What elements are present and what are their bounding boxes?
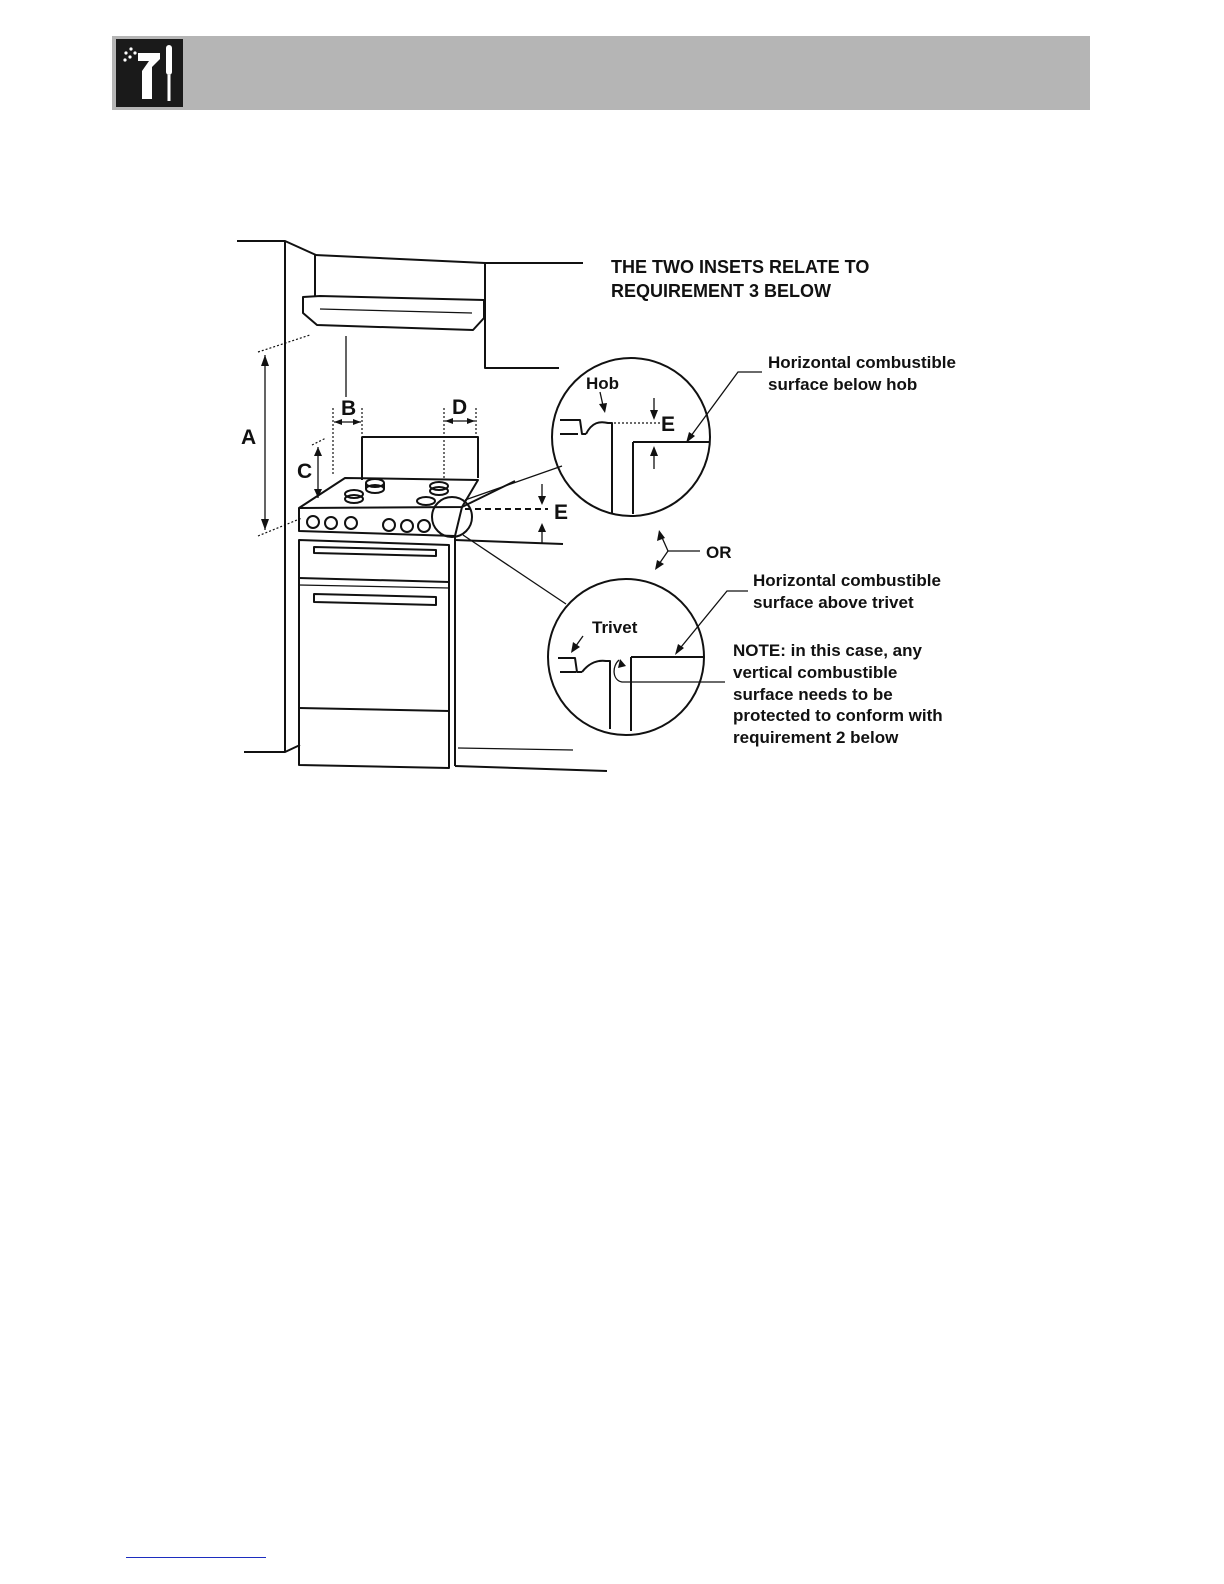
dimension-c: [297, 438, 326, 498]
range-hood: [303, 255, 485, 397]
dimension-a: [241, 335, 313, 536]
note-line-4: protected to conform with: [733, 706, 943, 725]
label-hob: Hob: [586, 374, 620, 393]
zoom-line-top: [465, 466, 562, 500]
label-b: B: [341, 397, 357, 420]
inset-zoom-marker: [432, 497, 472, 537]
dimension-e-main: [465, 484, 568, 544]
note-line-1: NOTE: in this case, any: [733, 641, 922, 660]
inset-trivet: [548, 579, 748, 735]
dimension-b: [333, 397, 362, 475]
hob-caption-line-1: Horizontal combustible: [768, 353, 956, 372]
diagram-title-line-1: THE TWO INSETS RELATE TO: [611, 257, 870, 277]
cooker: [299, 437, 478, 768]
note-line-3: surface needs to be: [733, 685, 893, 704]
label-c: C: [297, 460, 313, 483]
note-line-2: vertical combustible: [733, 663, 898, 682]
label-trivet: Trivet: [592, 618, 638, 637]
note-line-5: requirement 2 below: [733, 728, 899, 747]
diagram-title-line-2: REQUIREMENT 3 BELOW: [611, 281, 832, 301]
label-or: OR: [706, 543, 732, 562]
hob-caption-line-2: surface below hob: [768, 375, 918, 394]
or-arrows: [655, 530, 732, 570]
label-d: D: [452, 396, 468, 419]
trivet-caption-line-1: Horizontal combustible: [753, 571, 941, 590]
upper-cupboard: [485, 263, 583, 368]
worktop: [455, 481, 607, 771]
zoom-line-bottom: [463, 535, 566, 604]
label-a: A: [241, 426, 257, 449]
trivet-caption-line-2: surface above trivet: [753, 593, 914, 612]
footer-link-underline: [126, 1557, 266, 1558]
left-wall: [237, 241, 316, 752]
inset-hob: [552, 358, 762, 516]
label-e-main: E: [554, 501, 569, 524]
label-e-inset: E: [661, 413, 676, 436]
